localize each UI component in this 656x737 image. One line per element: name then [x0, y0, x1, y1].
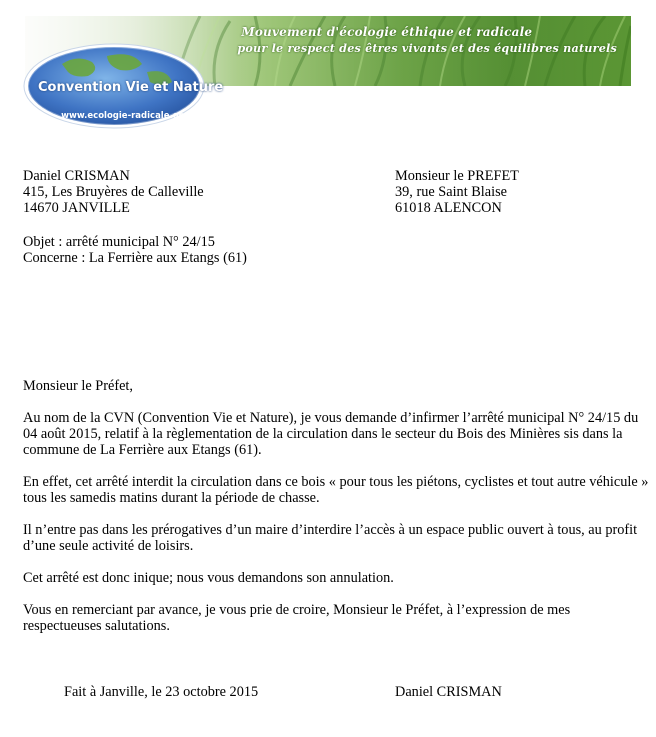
- p1-line-2: 04 août 2015, relatif à la règlementation de la circulation dans le secteur du Bois des Minières sis dans la: [23, 426, 623, 442]
- slogan-line-1: Mouvement d'écologie éthique et radicale: [241, 25, 533, 39]
- paragraph-2: [23, 474, 649, 506]
- subject-concerne: Concerne : La Ferrière aux Etangs (61): [23, 250, 247, 266]
- sender-address: [23, 168, 204, 216]
- sender-street: 415, Les Bruyères de Calleville: [23, 184, 204, 200]
- sender-city: 14670 JANVILLE: [23, 200, 130, 216]
- header-slogan: [237, 24, 617, 56]
- recipient-city: 61018 ALENCON: [395, 200, 502, 216]
- slogan-line-2: pour le respect des êtres vivants et des équilibres naturels: [237, 41, 617, 55]
- paragraph-3: [23, 522, 643, 554]
- paragraph-1: [23, 410, 643, 458]
- p2-line-1: En effet, cet arrêté interdit la circulation dans ce bois « pour tous les piétons, cyclistes et tout autre véhicule »: [23, 474, 649, 490]
- p5-line-2: respectueuses salutations.: [23, 618, 170, 634]
- p2-line-2: tous les samedis matins durant la période de chasse.: [23, 490, 320, 506]
- p1-line-3: commune de La Ferrière aux Etangs (61).: [23, 442, 262, 458]
- p1-line-1: Au nom de la CVN (Convention Vie et Nature), je vous demande d’infirmer l’arrêté municipal N° 24/15 du: [23, 410, 639, 426]
- recipient-name: Monsieur le PREFET: [395, 168, 519, 184]
- logo-name: Convention Vie et Nature: [38, 80, 224, 95]
- place-date: Fait à Janville, le 23 octobre 2015: [64, 684, 259, 700]
- letter-body: [23, 378, 649, 650]
- p3-line-2: d’une seule activité de loisirs.: [23, 538, 194, 554]
- sender-name: Daniel CRISMAN: [23, 168, 130, 184]
- paragraph-4: [23, 570, 643, 586]
- salutation: Monsieur le Préfet,: [23, 378, 133, 394]
- logo-url: www.ecologie-radicale.org: [61, 111, 189, 121]
- recipient-address: [395, 168, 519, 216]
- subject-block: [23, 234, 247, 266]
- recipient-street: 39, rue Saint Blaise: [395, 184, 507, 200]
- subject-objet: Objet : arrêté municipal N° 24/15: [23, 234, 215, 250]
- p5-line-1: Vous en remerciant par avance, je vous prie de croire, Monsieur le Préfet, à l’expression de mes: [23, 602, 571, 618]
- p4-line-1: Cet arrêté est donc inique; nous vous demandons son annulation.: [23, 570, 394, 586]
- paragraph-5: [23, 602, 643, 634]
- signature-name: Daniel CRISMAN: [395, 684, 502, 700]
- p3-line-1: Il n’entre pas dans les prérogatives d’un maire d’interdire l’accès à un espace public ouvert à tous, au profit: [23, 522, 638, 538]
